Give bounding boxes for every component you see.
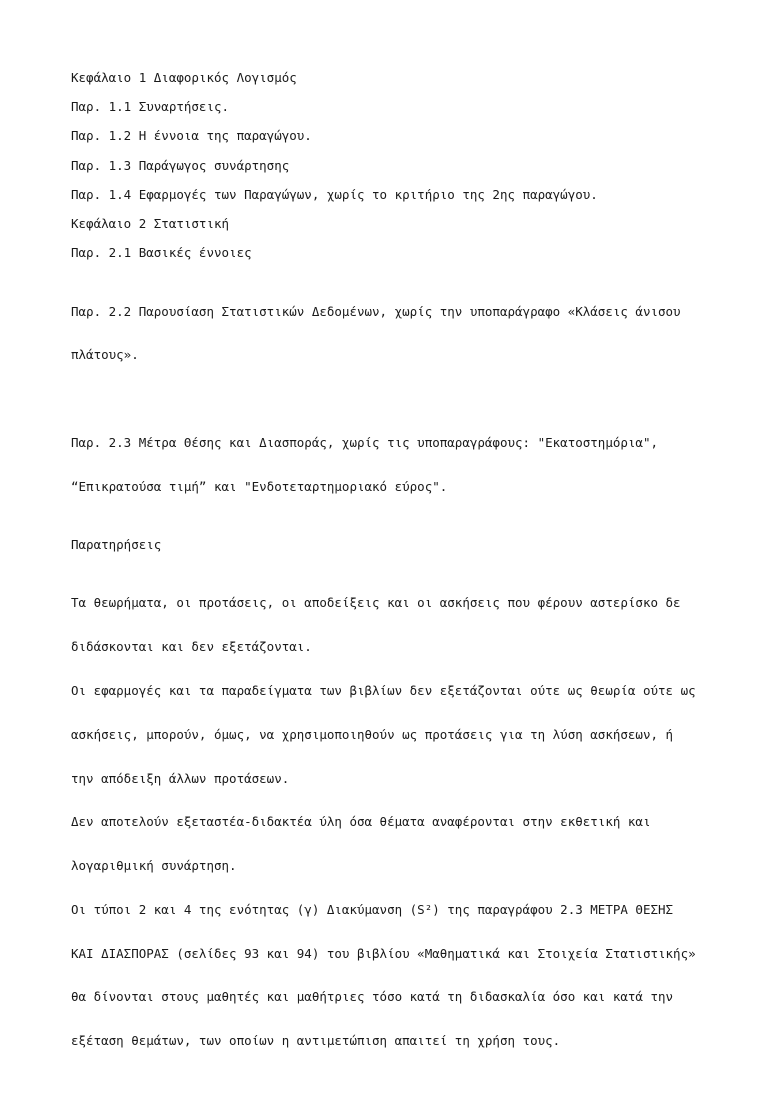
notes-line: Τα θεωρήματα, οι προτάσεις, οι αποδείξεις και οι ασκήσεις που φέρουν αστερίσκο δε [71, 595, 681, 611]
section-2-3-line: Παρ. 2.3 Μέτρα Θέσης και Διασποράς, χωρίς τις υποπαραγράφους: "Εκατοστημόρια", [71, 434, 658, 450]
notes-line: Οι τύποι 2 και 4 της ενότητας (γ) Διακύμανση (S²) της παραγράφου 2.3 ΜΕΤΡΑ ΘΕΣΗΣ [71, 901, 674, 917]
section-1-4: Παρ. 1.4 Εφαρμογές των Παραγώγων, χωρίς το κριτήριο της 2ης παραγώγου. [71, 186, 598, 202]
notes-line: εξέταση θεμάτων, των οποίων η αντιμετώπιση απαιτεί τη χρήση τους. [71, 1033, 561, 1049]
section-2-2 [71, 275, 699, 392]
notes-heading: Παρατηρήσεις [71, 537, 162, 552]
section-2-1: Παρ. 2.1 Βασικές έννοιες [71, 245, 252, 261]
document-page [71, 71, 699, 1093]
notes-line: λογαριθμική συνάρτηση. [71, 858, 237, 874]
section-2-3 [71, 407, 699, 524]
section-1-3: Παρ. 1.3 Παράγωγος συνάρτησης [71, 157, 290, 173]
section-1-1: Παρ. 1.1 Συναρτήσεις. [71, 99, 230, 115]
section-2-2-line: πλάτους». [71, 347, 139, 363]
chapter-1-title: Κεφάλαιο 1 Διαφορικός Λογισμός [71, 70, 297, 85]
notes-line: ασκήσεις, μπορούν, όμως, να χρησιμοποιηθούν ως προτάσεις για τη λύση ασκήσεων, ή [71, 726, 674, 742]
notes-line: Δεν αποτελούν εξεταστέα-διδακτέα ύλη όσα θέματα αναφέρονται στην εκθετική και [71, 814, 651, 830]
notes-line: ΚΑΙ ΔΙΑΣΠΟΡΑΣ (σελίδες 93 και 94) του βιβλίου «Μαθηματικά και Στοιχεία Στατιστικής» [71, 945, 696, 961]
notes-line: την απόδειξη άλλων προτάσεων. [71, 770, 290, 786]
section-1-2: Παρ. 1.2 Η έννοια της παραγώγου. [71, 128, 312, 144]
section-2-2-line: Παρ. 2.2 Παρουσίαση Στατιστικών Δεδομένων, χωρίς την υποπαράγραφο «Κλάσεις άνισου [71, 303, 681, 319]
notes-line: θα δίνονται στους μαθητές και μαθήτριες τόσο κατά τη διδασκαλία όσο και κατά την [71, 989, 674, 1005]
notes-line: διδάσκονται και δεν εξετάζονται. [71, 639, 312, 655]
notes-line: Οι εφαρμογές και τα παραδείγματα των βιβλίων δεν εξετάζονται ούτε ως θεωρία ούτε ως [71, 682, 696, 698]
chapter-2-title: Κεφάλαιο 2 Στατιστική [71, 215, 230, 231]
notes-body [71, 567, 699, 1078]
section-2-3-line: “Επικρατούσα τιμή” και "Ενδοτεταρτημοριακό εύρος". [71, 478, 448, 494]
